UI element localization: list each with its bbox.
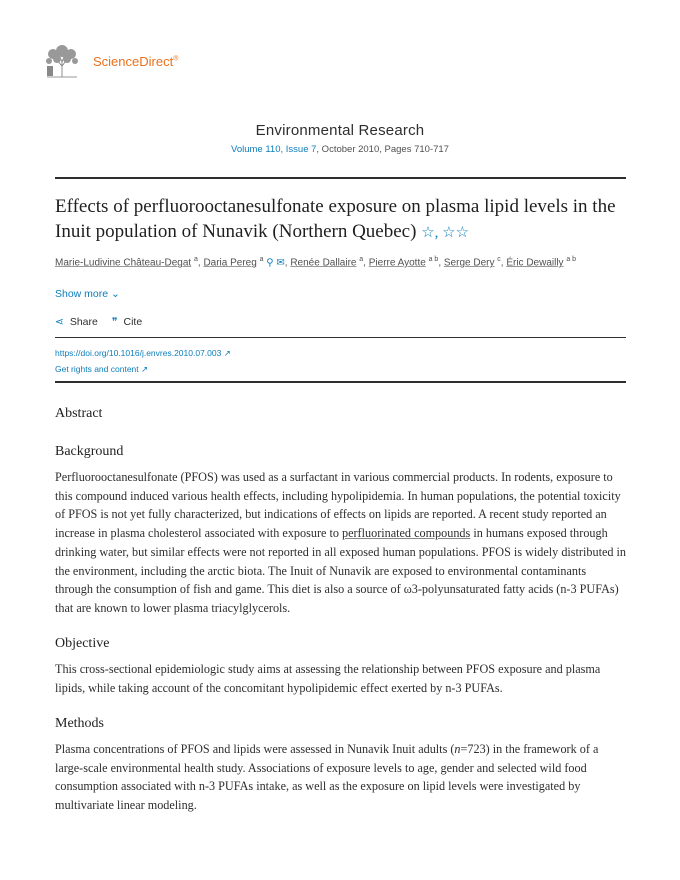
article-links	[55, 345, 231, 377]
title-footnote-stars[interactable]: ☆, ☆☆	[421, 225, 470, 241]
sciencedirect-logo[interactable]	[43, 44, 178, 78]
background-text: Perfluorooctanesulfonate (PFOS) was used as a surfactant in various commercial products. In rodents, exposure to this compound induced various health effects, including hypolipidemia. In human populations, the potential toxicity of PFOS is not yet fully characterized, but indications of effects on lipids are reported. A recent study reported an increase in plasma cholesterol associated with exposure to perfluorinated compounds in humans exposed through drinking water, but similar effects were not reported in all exposed human populations. PFOS is widely distributed in the environment, including the arctic biota. The Inuit of Nunavik are exposed to environmental contaminants through the consumption of fish and game. This diet is also a source of ω3-polyunsaturated fatty acids (n-3 PUFAs) that are known to lower plasma triacylglycerols.	[55, 470, 626, 615]
external-link-icon: ↗	[141, 364, 149, 374]
links-divider	[55, 381, 626, 383]
elsevier-tree-icon	[43, 44, 81, 78]
doi-link[interactable]: https://doi.org/10.1016/j.envres.2010.07.003 ↗	[55, 348, 231, 358]
chevron-down-icon: ⌄	[111, 288, 120, 300]
publisher-name: ScienceDirect®	[93, 53, 179, 69]
volume-issue-link[interactable]: Volume 110, Issue 7	[231, 144, 317, 155]
author-link[interactable]: Daria Pereg	[203, 257, 257, 269]
share-icon: ⋖	[55, 316, 64, 328]
person-icon[interactable]: ⚲	[266, 257, 274, 269]
rights-link[interactable]: Get rights and content ↗	[55, 364, 149, 374]
issue-info: Volume 110, Issue 7, October 2010, Pages 710-717	[231, 144, 449, 155]
author-link[interactable]: Serge Dery	[443, 257, 495, 269]
methods-text: Plasma concentrations of PFOS and lipids were assessed in Nunavik Inuit adults (n=723) in the framework of a large-scale environmental health study. Associations of exposure levels to age, gender and selected wild food consumption associated with n-3 PUFAs intake, as well as the exposure on lipid levels were investigated by multivariate linear modeling.	[55, 742, 599, 813]
author-link[interactable]: Marie-Ludivine Château-Degat	[55, 257, 192, 269]
objective-text: This cross-sectional epidemiologic study aims at assessing the relationship between PFOS exposure and plasma lipids, while taking account of the concomitant hypolipidemic effect exerted by n-3 PUFAs.	[55, 662, 601, 695]
methods-heading: Methods	[55, 716, 104, 731]
author-link[interactable]: Renée Dallaire	[290, 257, 357, 269]
share-button[interactable]: ⋖ Share	[55, 316, 98, 328]
journal-title[interactable]: Environmental Research	[255, 122, 425, 139]
email-icon[interactable]: ✉	[276, 257, 285, 269]
author-link[interactable]: Pierre Ayotte	[368, 257, 426, 269]
article-title: Effects of perfluorooctanesulfonate exposure on plasma lipid levels in the Inuit population of Nunavik (Northern Quebec) ☆, ☆☆	[55, 196, 616, 242]
author-link[interactable]: Éric Dewailly	[506, 257, 564, 269]
quote-icon: ❞	[111, 316, 118, 328]
external-link-icon: ↗	[223, 348, 231, 358]
show-more-button[interactable]: Show more ⌄	[55, 288, 120, 300]
perfluorinated-compounds-link[interactable]: perfluorinated compounds	[342, 526, 471, 541]
cite-button[interactable]: ❞ Cite	[111, 316, 143, 328]
abstract-heading: Abstract	[55, 406, 103, 421]
header-divider	[55, 177, 626, 179]
background-heading: Background	[55, 444, 124, 459]
actions-divider	[55, 337, 626, 338]
author-list: Marie-Ludivine Château-Degat $^a$, Daria Pereg $^a$ ⚲ ✉, Renée Dallaire $^a$, Pierre Ayotte $^{a b}$, Serge Dery $^c$, Éric Dewailly $^{a b}$	[55, 256, 577, 269]
objective-heading: Objective	[55, 636, 110, 651]
article-actions	[55, 316, 142, 328]
